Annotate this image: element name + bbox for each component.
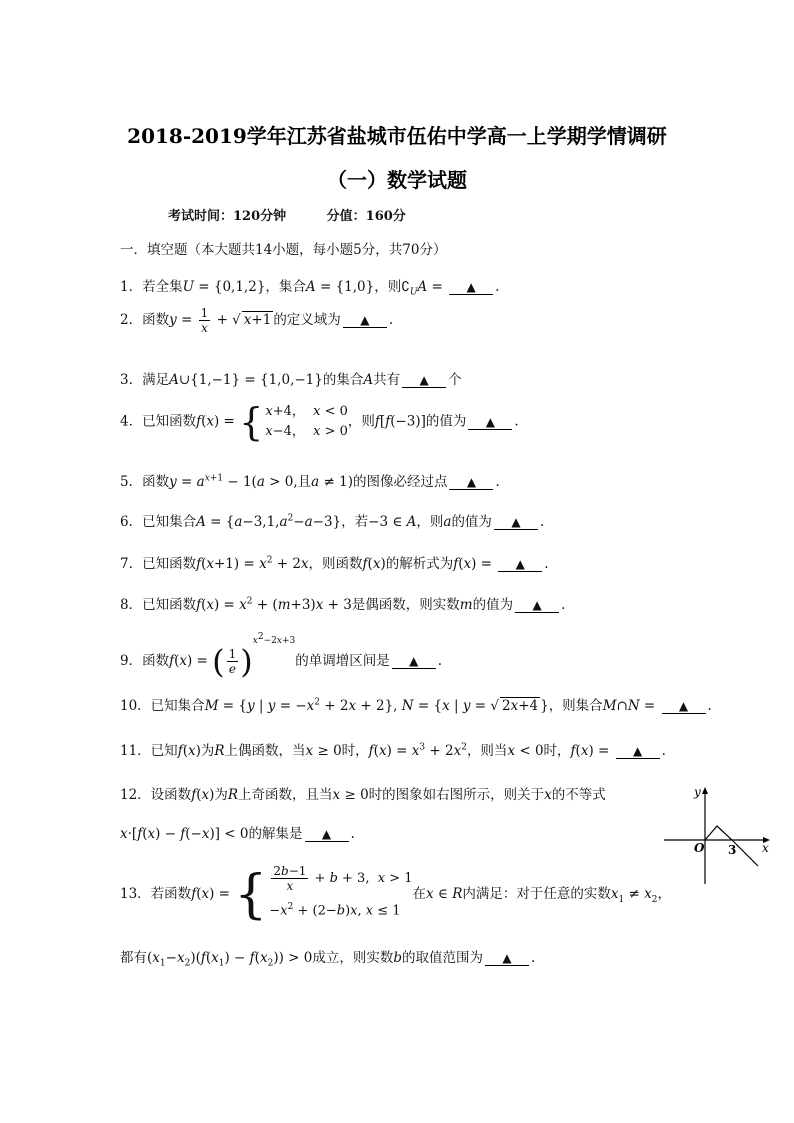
tick-label-3: 3 [728,843,737,857]
section-heading: 一．填空题（本大题共14小题，每小题5分，共70分） [120,242,447,258]
answer-blank[interactable]: ▲ [449,280,493,295]
answer-blank[interactable]: ▲ [402,373,446,388]
answer-blank[interactable]: ▲ [498,557,542,572]
answer-blank[interactable]: ▲ [343,313,387,328]
question-1: 1．若全集U = {0,1,2}，集合A = {1,0}，则$∁_UA$ = ▲ . [120,279,500,298]
answer-blank[interactable]: ▲ [449,475,493,490]
question-2: 2．函数y = $\frac{1}{x}$ + √ x+1 的定义域为 ▲ . [120,306,394,335]
question-13-line2: 都有$(x_1-x_2)(f(x_1) - f(x_2)) > 0$成立，则实数b的取值范围为 ▲ . [120,950,536,969]
question-5: 5．函数$y = a^{x+1} - 1(a > 0$,且a ≠ 1)的图像必经过点 ▲ . [120,473,500,490]
answer-blank[interactable]: ▲ [468,415,512,430]
question-3: 3．满足A∪{1,−1} = {1,0,−1}的集合A共有 ▲ 个 [120,372,462,388]
answer-blank[interactable]: ▲ [485,951,529,966]
exam-title-line2: （一）数学试题 [327,168,467,192]
answer-blank[interactable]: ▲ [494,515,538,530]
answer-blank[interactable]: ▲ [662,699,706,714]
question-12-line2: x·[f(x) − f(−x)] < 0的解集是 ▲ . [120,826,355,842]
exam-meta [168,205,442,224]
question-9: 9．函数f(x) = ( $\frac{1}{e}$ )$^{x^2-2x+3}$的单调增区间是 ▲ . [120,632,443,681]
exam-score: 分值：160分 [326,209,406,224]
question-10: 10．已知集合M = {y | $y = -x^2 + 2x + 2$}, N = {x | y = √ 2x+4 }，则集合M∩N = ▲ . [120,697,712,714]
question-8: 8．已知函数$f(x) = x^2 + (m+3)x + 3$是偶函数，则实数m的值为 ▲ . [120,596,566,613]
y-axis-label: y [694,785,701,799]
exam-title-line1: 2018-2019学年江苏省盐城市伍佑中学高一上学期学情调研 [127,124,667,148]
question-13: 13．若函数f(x) = { $\frac{2b-1}{x}$ + b + 3, x > 1 $-x^2 + (2-b)x$, x ≤ 1 在x ∈ R内满足：对于任意的实数$x_1 \ne x_2$， [120,864,671,925]
question-4: 4．已知函数f(x) = { x+4， x < 0 x−4， x > 0 ，则f[f(−3)]的值为 ▲ . [120,400,519,444]
answer-blank[interactable]: ▲ [392,654,436,669]
exam-time: 考试时间：120分钟 [168,209,287,224]
question-6: 6．已知集合$A = \{a-3,1,a^2-a-3\}$，若−3 ∈ A，则a的值为 ▲ . [120,513,545,530]
answer-blank[interactable]: ▲ [515,598,559,613]
answer-blank[interactable]: ▲ [305,827,349,842]
question-11: 11．已知f(x)为R上偶函数，当x ≥ 0时，$f(x) = x^3 + 2x^2$，则当x < 0时，f(x) = ▲ . [120,742,666,759]
question-7: 7．已知函数$f(x+1) = x^2 + 2x$，则函数f(x)的解析式为f(x) = ▲ . [120,555,549,572]
x-axis-label: x [762,841,769,855]
answer-blank[interactable]: ▲ [616,744,660,759]
origin-label: O [694,841,705,855]
question-12: 12．设函数f(x)为R上奇函数，且当x ≥ 0时的图象如右图所示，则关于x的不等式 [120,787,606,803]
function-graph [662,784,772,888]
